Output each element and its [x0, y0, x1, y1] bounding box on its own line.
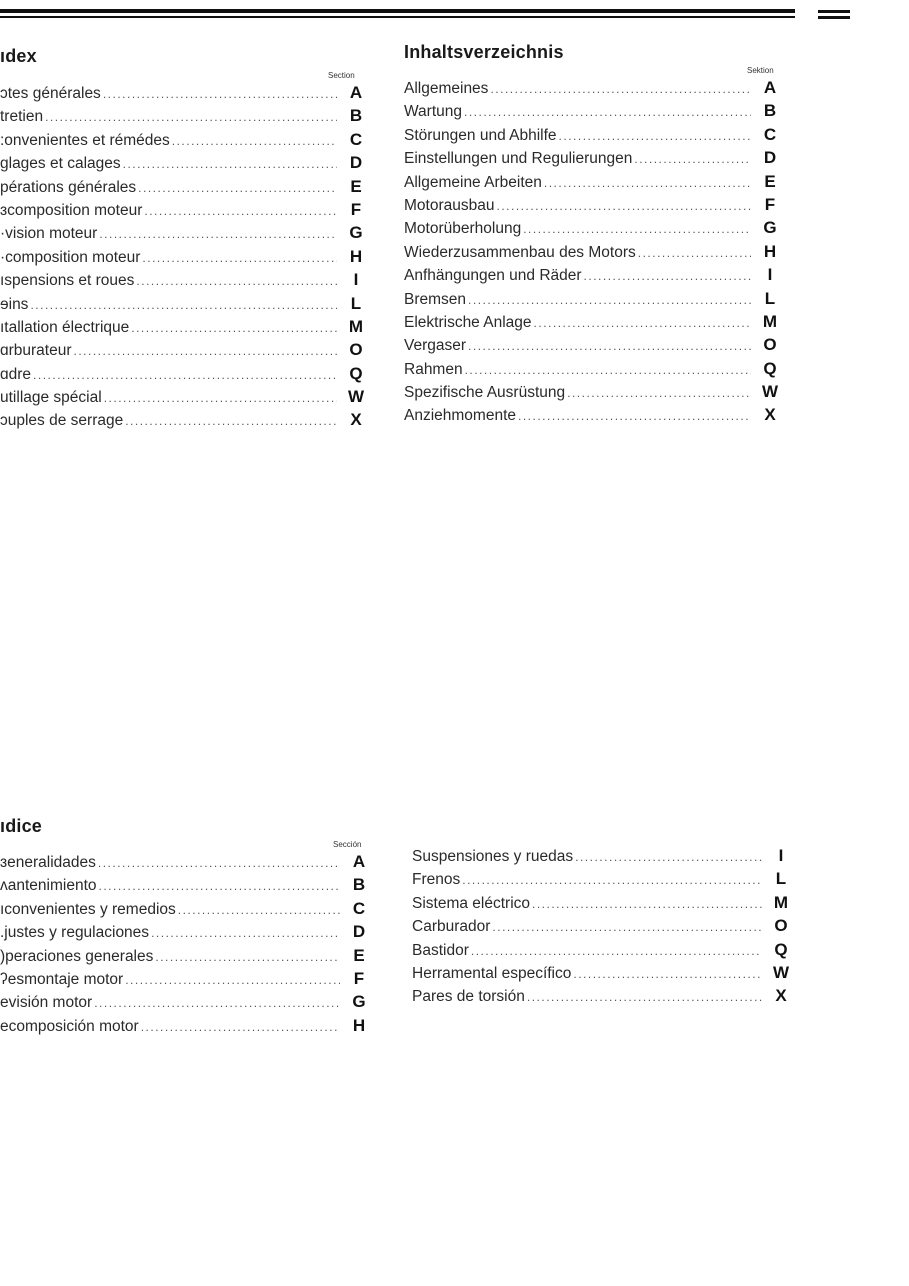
dot-leader — [141, 1020, 340, 1034]
toc-entry — [404, 312, 779, 335]
toc-entry-section-letter: B — [349, 106, 363, 126]
toc-entry — [0, 223, 365, 246]
dot-leader — [584, 269, 751, 283]
toc-entry-section-letter: L — [350, 293, 362, 313]
dot-leader — [45, 110, 337, 124]
dot-leader — [496, 199, 751, 213]
toc-entry-title: glages et calages — [0, 155, 121, 173]
toc-entry-section-letter: Q — [774, 939, 788, 959]
toc-entry-title: Einstellungen und Regulierungen — [404, 150, 633, 168]
toc-entry-title: :onvenientes et rémédes — [0, 131, 170, 149]
toc-entry-section-letter: E — [350, 176, 362, 196]
toc-entry-title: ıspensions et roues — [0, 272, 135, 290]
toc-entry-section-letter: Q — [349, 363, 363, 383]
toc-entry-section-letter: F — [353, 968, 365, 988]
toc-entry — [412, 846, 790, 869]
toc-entry-title: utillage spécial — [0, 389, 102, 407]
dot-leader — [471, 944, 762, 958]
toc-entry — [404, 242, 779, 265]
toc-entry-title: Elektrische Anlage — [404, 313, 532, 331]
toc-entry-section-letter: C — [349, 129, 363, 149]
spanish-index-heading: ıdice — [0, 816, 43, 836]
toc-entry-section-letter: G — [763, 218, 777, 238]
toc-entry-section-letter: O — [349, 340, 363, 360]
toc-entry — [0, 83, 365, 106]
toc-entry — [404, 195, 779, 218]
toc-entry-title: ıconvenientes y remedios — [0, 900, 176, 918]
toc-entry — [0, 899, 368, 922]
toc-entry-title: Rahmen — [404, 360, 463, 378]
toc-entry-title: ɔtes générales — [0, 85, 101, 102]
toc-entry-title: Anfhängungen und Räder — [404, 267, 582, 285]
toc-entry-section-letter: H — [352, 1015, 366, 1035]
french-index-heading: ıdex — [0, 46, 37, 66]
toc-entry-title: ʌantenimiento — [0, 877, 97, 895]
toc-entry-title: Pares de torsión — [412, 988, 525, 1006]
dot-leader — [518, 409, 751, 423]
dot-leader — [125, 414, 337, 428]
dot-leader — [94, 996, 340, 1010]
toc-entry — [0, 247, 365, 270]
toc-entry — [0, 875, 368, 898]
toc-entry — [0, 294, 365, 317]
toc-entry — [0, 364, 365, 387]
toc-entry-title: ɘins — [0, 295, 29, 313]
toc-entry-section-letter: M — [762, 311, 778, 331]
german-section-column-label: Sektion — [747, 66, 774, 75]
dot-leader — [559, 129, 751, 143]
toc-entry-title: ɑdre — [0, 365, 32, 383]
toc-entry-section-letter: A — [349, 83, 363, 102]
toc-entry-title: ecomposición motor — [0, 1017, 139, 1035]
dot-leader — [490, 82, 751, 96]
toc-entry-section-letter: W — [761, 382, 779, 402]
toc-entry-section-letter: W — [772, 962, 790, 982]
spanish-index-list-right — [412, 846, 790, 1010]
toc-entry-title: Allgemeine Arbeiten — [404, 173, 542, 191]
toc-entry — [404, 148, 779, 171]
german-index-list — [404, 78, 779, 429]
dot-leader — [464, 105, 751, 119]
toc-entry-title: ɜcomposition moteur — [0, 201, 143, 219]
toc-entry-title: Herramental específico — [412, 964, 572, 982]
toc-entry-section-letter: E — [353, 945, 365, 965]
toc-entry-section-letter: H — [763, 241, 777, 261]
spanish-index-list-left — [0, 852, 368, 1039]
toc-entry — [0, 153, 365, 176]
toc-entry-title: Störungen und Abhilfe — [404, 126, 557, 144]
toc-entry-title: Wartung — [404, 103, 463, 121]
toc-entry — [404, 405, 779, 428]
toc-entry-section-letter: C — [763, 124, 777, 144]
dot-leader — [74, 344, 337, 358]
french-index-list — [0, 83, 365, 434]
toc-entry-title: .justes y regulaciones — [0, 924, 150, 942]
dot-leader — [172, 134, 337, 148]
toc-entry — [0, 340, 365, 363]
toc-entry — [0, 992, 368, 1015]
dot-leader — [462, 873, 762, 887]
toc-entry-title: ɑrburateur — [0, 342, 72, 360]
dot-leader — [131, 321, 337, 335]
dot-leader — [573, 967, 762, 981]
dot-leader — [30, 298, 337, 312]
dot-leader — [468, 293, 751, 307]
dot-leader — [638, 246, 751, 260]
toc-entry-title: Carburador — [412, 918, 491, 936]
toc-entry-title: Motorüberholung — [404, 220, 522, 238]
dot-leader — [103, 87, 337, 101]
toc-entry — [404, 101, 779, 124]
toc-entry-section-letter: G — [352, 992, 366, 1012]
toc-entry-section-letter: L — [764, 288, 776, 308]
toc-entry-title: ʔesmontaje motor — [0, 970, 124, 988]
toc-entry — [0, 852, 368, 875]
toc-entry-title: pérations générales — [0, 178, 137, 196]
toc-entry-section-letter: F — [764, 194, 776, 214]
dot-leader — [523, 222, 751, 236]
toc-entry-title: Bremsen — [404, 290, 467, 308]
header-rule-thick — [0, 9, 795, 13]
toc-entry — [412, 963, 790, 986]
dot-leader — [468, 339, 751, 353]
dot-leader — [534, 316, 751, 330]
toc-entry — [0, 946, 368, 969]
toc-entry — [0, 387, 365, 410]
toc-entry-section-letter: O — [774, 916, 788, 936]
toc-entry — [404, 335, 779, 358]
toc-entry — [412, 869, 790, 892]
toc-entry-section-letter: O — [763, 335, 777, 355]
toc-entry-section-letter: H — [349, 246, 363, 266]
dot-leader — [178, 903, 340, 917]
toc-entry-section-letter: X — [764, 405, 776, 425]
toc-entry — [404, 125, 779, 148]
toc-entry — [0, 317, 365, 340]
toc-entry-section-letter: G — [349, 223, 363, 243]
toc-entry-section-letter: F — [350, 199, 362, 219]
toc-entry — [0, 130, 365, 153]
toc-entry — [404, 265, 779, 288]
toc-entry-section-letter: E — [764, 171, 776, 191]
dot-leader — [492, 920, 762, 934]
toc-entry-title: Vergaser — [404, 337, 467, 355]
toc-entry-title: Bastidor — [412, 941, 469, 959]
dot-leader — [125, 973, 340, 987]
toc-entry — [0, 106, 365, 129]
toc-entry — [412, 986, 790, 1009]
dot-leader — [142, 251, 337, 265]
toc-entry — [0, 177, 365, 200]
toc-entry-title: Wiederzusammenbau des Motors — [404, 243, 636, 261]
toc-entry-title: Sistema eléctrico — [412, 894, 531, 912]
toc-entry-section-letter: M — [773, 892, 789, 912]
toc-entry-section-letter: I — [353, 270, 359, 290]
dot-leader — [532, 897, 762, 911]
german-index-heading: Inhaltsverzeichnis — [404, 42, 564, 62]
dot-leader — [634, 152, 751, 166]
toc-entry — [404, 382, 779, 405]
toc-entry-section-letter: B — [352, 875, 366, 895]
toc-entry — [0, 922, 368, 945]
toc-entry-title: Frenos — [412, 871, 461, 889]
toc-entry-title: tretien — [0, 108, 44, 126]
dot-leader — [544, 176, 751, 190]
dot-leader — [33, 368, 337, 382]
dot-leader — [99, 227, 337, 241]
dot-leader — [123, 157, 337, 171]
toc-entry-section-letter: X — [775, 986, 787, 1006]
toc-entry — [404, 218, 779, 241]
dot-leader — [151, 926, 340, 940]
toc-entry — [0, 270, 365, 293]
toc-entry-title: Anziehmomente — [404, 407, 517, 425]
toc-entry-section-letter: I — [778, 846, 784, 865]
dot-leader — [144, 204, 337, 218]
toc-entry — [404, 78, 779, 101]
toc-entry-section-letter: D — [349, 153, 363, 173]
toc-entry-title: evisión motor — [0, 994, 93, 1012]
dot-leader — [136, 274, 337, 288]
toc-entry-section-letter: X — [350, 410, 362, 430]
toc-entry-section-letter: L — [775, 869, 787, 889]
toc-entry-section-letter: I — [767, 265, 773, 285]
toc-entry — [404, 172, 779, 195]
dot-leader — [465, 363, 751, 377]
corner-mark-top — [818, 10, 850, 13]
dot-leader — [567, 386, 751, 400]
toc-entry-title: ıtallation électrique — [0, 318, 130, 336]
toc-entry — [412, 893, 790, 916]
french-section-column-label: Section — [328, 71, 355, 80]
dot-leader — [155, 950, 340, 964]
toc-entry-title: Suspensiones y ruedas — [412, 848, 574, 865]
dot-leader — [575, 850, 762, 864]
toc-entry — [0, 1016, 368, 1039]
toc-entry-title: )peraciones generales — [0, 947, 154, 965]
toc-entry-title: Motorausbau — [404, 196, 495, 214]
toc-entry-title: ·composition moteur — [0, 248, 141, 266]
corner-mark-bottom — [818, 16, 850, 19]
toc-entry — [0, 410, 365, 433]
header-rule-thin — [0, 16, 795, 18]
dot-leader — [99, 879, 340, 893]
toc-entry-section-letter: D — [763, 148, 777, 168]
toc-entry-section-letter: Q — [763, 358, 777, 378]
toc-entry-section-letter: B — [763, 101, 777, 121]
toc-entry — [404, 289, 779, 312]
toc-entry-section-letter: M — [348, 316, 364, 336]
toc-entry — [404, 359, 779, 382]
toc-entry-section-letter: C — [352, 898, 366, 918]
toc-entry-section-letter: A — [352, 852, 366, 871]
dot-leader — [138, 181, 337, 195]
toc-entry-title: Spezifische Ausrüstung — [404, 384, 566, 402]
toc-entry-section-letter: A — [763, 78, 777, 97]
dot-leader — [104, 391, 337, 405]
toc-entry-section-letter: W — [347, 387, 365, 407]
toc-entry-title: Allgemeines — [404, 80, 489, 97]
dot-leader — [98, 856, 340, 870]
toc-entry — [412, 940, 790, 963]
toc-entry — [412, 916, 790, 939]
toc-entry-title: ɔuples de serrage — [0, 412, 124, 430]
dot-leader — [527, 990, 762, 1004]
toc-entry-title: ɜeneralidades — [0, 854, 96, 871]
spanish-section-column-label: Sección — [333, 840, 362, 849]
toc-entry-section-letter: D — [352, 922, 366, 942]
toc-entry-title: ·vision moteur — [0, 225, 98, 243]
toc-entry — [0, 969, 368, 992]
toc-entry — [0, 200, 365, 223]
